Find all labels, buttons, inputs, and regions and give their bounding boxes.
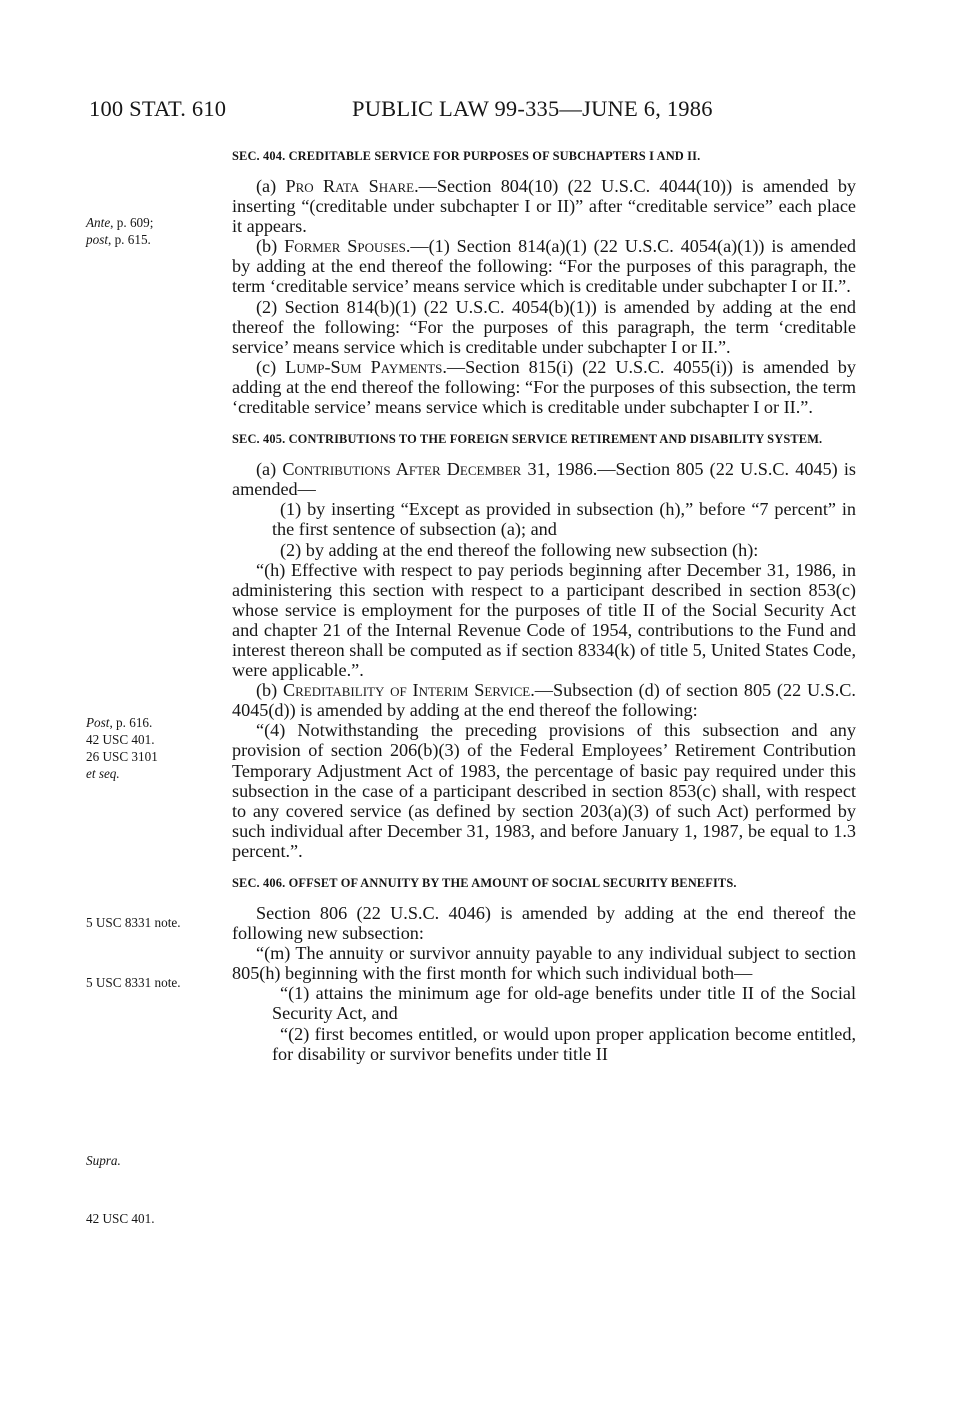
section-heading: SEC. 404. CREDITABLE SERVICE FOR PURPOSES OF SUBCHAPTERS I AND II. — [232, 149, 701, 163]
margin-note-usc: 42 USC 401. — [86, 1211, 155, 1226]
paragraph: (a) Contributions After December 31, 1986.—Section 805 (22 U.S.C. 4045) is amended— — [232, 459, 856, 500]
paragraph: “(h) Effective with respect to pay periods beginning after December 31, 1986, in administering this section with respect to a participant described in section 853(c) whose service is employment for the purposes of title II of the Social Security Act and chapter 21 of the Internal Revenue Code of 1954, contributions to the Fund and interest thereon shall be computed as if section 8334(k) of title 5, United States Code, were applicable.”. — [232, 559, 856, 681]
margin-note-post: Post, p. 616. 42 USC 401. 26 USC 3101 et seq. — [86, 715, 158, 781]
paragraph: Section 806 (22 U.S.C. 4046) is amended by adding at the end thereof the following new subsection: — [232, 903, 856, 944]
section-heading: SEC. 406. OFFSET OF ANNUITY BY THE AMOUNT OF SOCIAL SECURITY BENEFITS. — [232, 876, 737, 890]
paragraph: (2) Section 814(b)(1) (22 U.S.C. 4054(b)(1)) is amended by adding at the end thereof the following: “For the purposes of this paragraph, the term ‘creditable service’ means service which is creditable under subchapter I or II.”. — [232, 296, 856, 357]
section-heading: SEC. 405. CONTRIBUTIONS TO THE FOREIGN SERVICE RETIREMENT AND DISABILITY SYSTEM. — [232, 432, 823, 447]
margin-note-ante: Ante, p. 609; post, p. 615. — [86, 215, 154, 247]
paragraph: (c) Lump-Sum Payments.—Section 815(i) (22 U.S.C. 4055(i)) is amended by adding at the end thereof the following: “For the purposes of this subsection, the term ‘creditable service’ means service which is creditable under subchapter I or II.”. — [232, 356, 856, 418]
paragraph: “(m) The annuity or survivor annuity payable to any individual subject to section 805(h) beginning with the first month for which such individual both— — [232, 943, 856, 984]
margin-note-supra: Supra. — [86, 1153, 121, 1168]
paragraph: (a) Pro Rata Share.—Section 804(10) (22 U.S.C. 4044(10)) is amended by inserting “(creditable under subchapter I or II)” after “creditable service” each place it appears. — [232, 176, 857, 237]
paragraph: “(2) first becomes entitled, or would upon proper application become entitled, for disability or survivor benefits under title II — [272, 1023, 856, 1064]
paragraph: (b) Former Spouses.—(1) Section 814(a)(1) (22 U.S.C. 4054(a)(1)) is amended by adding at the end thereof the following: “For the purposes of this paragraph, the term ‘creditable service’ means service which is creditable under subchapter I or II.”. — [232, 236, 856, 297]
margin-note-usc: 5 USC 8331 note. — [86, 975, 181, 990]
paragraph: “(1) attains the minimum age for old-age benefits under title II of the Social Security Act, and — [272, 983, 856, 1024]
page-citation: 100 STAT. 610 — [89, 96, 227, 121]
paragraph: (1) by inserting “Except as provided in subsection (h),” before “7 percent” in the first sentence of subsection (a); and — [272, 499, 856, 540]
running-title: PUBLIC LAW 99-335—JUNE 6, 1986 — [352, 96, 713, 121]
paragraph: (2) by adding at the end thereof the following new subsection (h): — [280, 539, 759, 560]
statute-body — [232, 148, 856, 1064]
paragraph: “(4) Notwithstanding the preceding provisions of this subsection and any provision of section 206(b)(3) of the Federal Employees’ Retirement Contribution Temporary Adjustment Act of 1983, the percentage of basic pay required under this subsection in the case of a participant described in section 853(c) shall, with respect to any covered service (as defined by section 203(a)(3) of such Act) performed by such individual after December 31, 1983, and before January 1, 1987, be equal to 1.3 percent.”. — [232, 720, 856, 861]
paragraph: (b) Creditability of Interim Service.—Subsection (d) of section 805 (22 U.S.C. 4045(d)) is amended by adding at the end thereof the following: — [232, 680, 856, 721]
margin-note-usc: 5 USC 8331 note. — [86, 915, 181, 930]
